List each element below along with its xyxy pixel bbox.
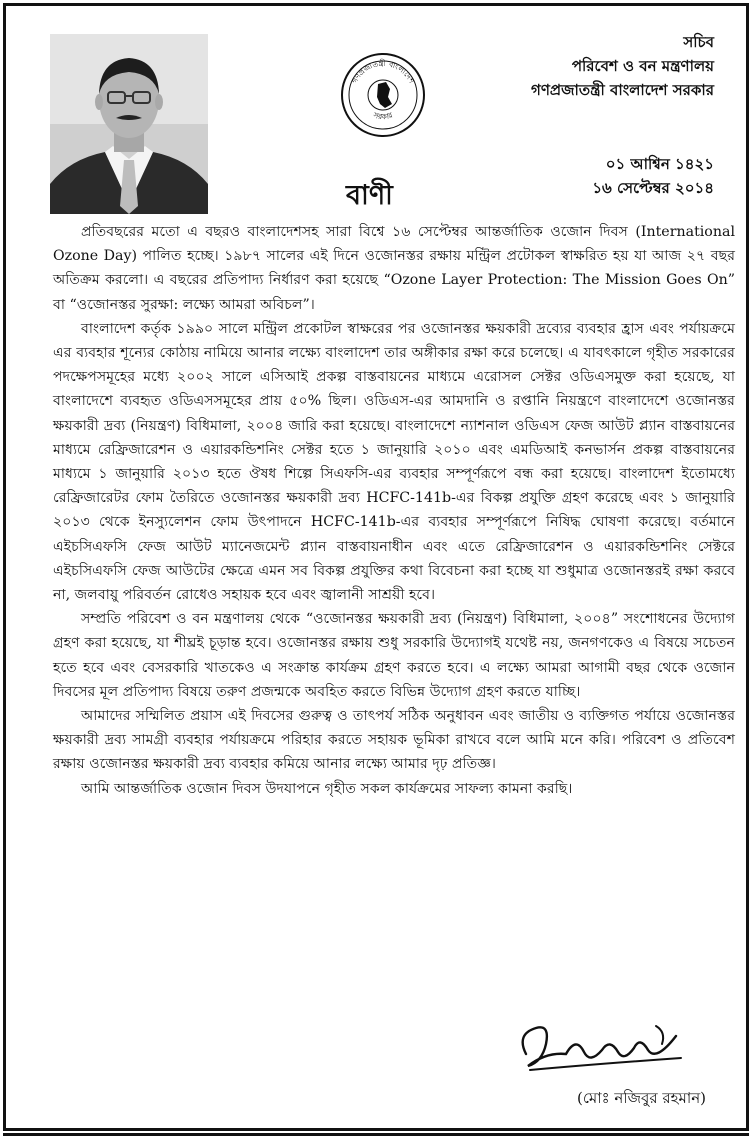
date-english: ১৬ সেপ্টেম্বর ২০১৪ <box>592 179 714 197</box>
paragraph-5: আমি আন্তর্জাতিক ওজোন দিবস উদযাপনে গৃহীত সকল কার্যক্রমের সাফল্য কামনা করছি। <box>81 780 573 797</box>
paragraph-3: সম্প্রতি পরিবেশ ও বন মন্ত্রণালয় থেকে “ওজোনস্তর ক্ষয়কারী দ্রব্য (নিয়ন্ত্রণ) বিধিমালা, ২০০৪” সংশোধনের উদ্যোগ গ্রহণ করা হয়েছে, যা শীঘ্রই চূড়ান্ত হবে। ওজোনস্তর রক্ষায় শুধু সরকারি উদ্যোগই যথেষ্ট নয়, জনগণকেও এ বিষয়ে সচেতন হতে হবে এবং বেসরকারি খাতকেও এ সংক্রান্ত কার্যক্রম গ্রহণ করতে হবে। এ লক্ষ্যে আমরা আগামী বছর থেকে ওজোন দিবসের মূল প্রতিপাদ্য বিষয়ে তরুণ প্রজন্মকে অবহিত করতে বিভিন্ন উদ্যোগ গ্রহণ করতে যাচ্ছি। <box>53 611 735 700</box>
paragraph-4: আমাদের সম্মিলিত প্রয়াস এই দিবসের গুরুত্ব ও তাৎপর্য সঠিক অনুধাবন এবং জাতীয় ও ব্যক্তিগত পর্যায়ে ওজোনস্তর ক্ষয়কারী দ্রব্য সামগ্রী ব্যবহার পর্যায়ক্রমে পরিহার করতে সহায়ক ভূমিকা রাখবে বলে আমি মনে করি। পরিবেশ ও প্রতিবেশ রক্ষায় ওজোনস্তর ক্ষয়কারী দ্রব্য ব্যবহার কমিয়ে আনার লক্ষ্যে আমার দৃঢ় প্রতিজ্ঞ। <box>53 708 735 773</box>
ministry-name: পরিবেশ ও বন মন্ত্রণালয় <box>571 57 714 75</box>
office-block <box>414 30 714 102</box>
seal-text-bottom: সরকার <box>372 110 394 122</box>
signer-name: (মোঃ নজিবুর রহমান) <box>576 1089 706 1107</box>
message-body <box>53 220 735 801</box>
date-block <box>454 152 714 200</box>
paragraph-1: প্রতিবছরের মতো এ বছরও বাংলাদেশসহ সারা বিশ্বে ১৬ সেপ্টেম্বর আন্তর্জাতিক ওজোন দিবস (International Ozone Day) পালিত হচ্ছে। ১৯৮৭ সালের এই দিনে ওজোনস্তর রক্ষায় মন্ট্রিল প্রটোকল স্বাক্ষরিত হয় যা আজ ২৭ বছর অতিক্রম করলো। এ বছরের প্রতিপাদ্য নির্ধারণ করা হয়েছে “Ozone Layer Protection: The Mission Goes On” বা “ওজোনস্তর সুরক্ষা: লক্ষ্যে আমরা অবিচল”। <box>53 224 735 313</box>
designation: সচিব <box>683 33 714 51</box>
government-name: গণপ্রজাতন্ত্রী বাংলাদেশ সরকার <box>531 81 714 99</box>
paragraph-2: বাংলাদেশ কর্তৃক ১৯৯০ সালে মন্ট্রিল প্রকোটল স্বাক্ষরের পর ওজোনস্তর ক্ষয়কারী দ্রব্যের ব্যবহার হ্রাস এবং পর্যায়ক্রমে এর ব্যবহার শূন্যের কোঠায় নামিয়ে আনার লক্ষ্যে বাংলাদেশ তার অঙ্গীকার রক্ষা করে চলেছে। এ যাবৎকালে গৃহীত সরকারের পদক্ষেপসমূহের মধ্যে ২০০২ সালে এসিআই প্রকল্প বাস্তবায়নের মাধ্যমে এরোসল সেক্টর ওডিএসমুক্ত করা হয়েছে, যা বাংলাদেশে ব্যবহৃত ওডিএসসমূহের প্রায় ৫০% ছিল। ওডিএস-এর আমদানি ও রপ্তানি নিয়ন্ত্রণে বাংলাদেশে ওজোনস্তর ক্ষয়কারী দ্রব্য (নিয়ন্ত্রণ) বিধিমালা, ২০০৪ জারি করা হয়েছে। বাংলাদেশে ন্যাশনাল ওডিএস ফেজ আউট প্ল্যান বাস্তবায়নের মাধ্যমে রেফ্রিজারেশন ও এয়ারকন্ডিশনিং সেক্টর হতে ১ জানুয়ারি ২০১০ এবং এমডিআই কনভার্সন প্রকল্প বাস্তবায়নের মাধ্যমে ১ জানুয়ারি ২০১৩ হতে ঔষধ শিল্পে সিএফসি-এর ব্যবহার সম্পূর্ণরূপে বন্ধ করা হয়েছে। বাংলাদেশ ইতোমধ্যে রেফ্রিজারেটর ফোম তৈরিতে ওজোনস্তর ক্ষয়কারী দ্রব্য HCFC-141b-এর বিকল্প প্রযুক্তি গ্রহণ করেছে এবং ১ জানুয়ারি ২০১৩ থেকে ইনস্যুলেশন ফোম উৎপাদনে HCFC-141b-এর ব্যবহার সম্পূর্ণরূপে নিষিদ্ধ ঘোষণা করেছে। বর্তমানে এইচসিএফসি ফেজ আউট ম্যানেজমেন্ট প্ল্যান বাস্তবায়নাধীন এবং এতে রেফ্রিজারেশন ও এয়ারকন্ডিশনিং সেক্টরে এইচসিএফসি ফেজ আউটের ক্ষেত্রে এমন সব বিকল্প প্রযুক্তির কথা বিবেচনা করা হচ্ছে যা শুধুমাত্র ওজোনস্তরই রক্ষা করবে না, জলবায়ু পরিবর্তন রোধেও সহায়ক হবে এবং জ্বালানী সাশ্রয়ী হবে। <box>53 320 735 604</box>
portrait-photo <box>50 34 208 214</box>
seal-text-top: গণপ্রজাতন্ত্রী বাংলাদেশ <box>349 58 417 85</box>
date-bangla: ০১ আশ্বিন ১৪২১ <box>605 155 714 173</box>
bottom-rule <box>3 1133 749 1136</box>
message-title: বাণী <box>346 180 393 211</box>
handwritten-signature <box>506 1014 696 1084</box>
portrait-image <box>50 34 208 214</box>
